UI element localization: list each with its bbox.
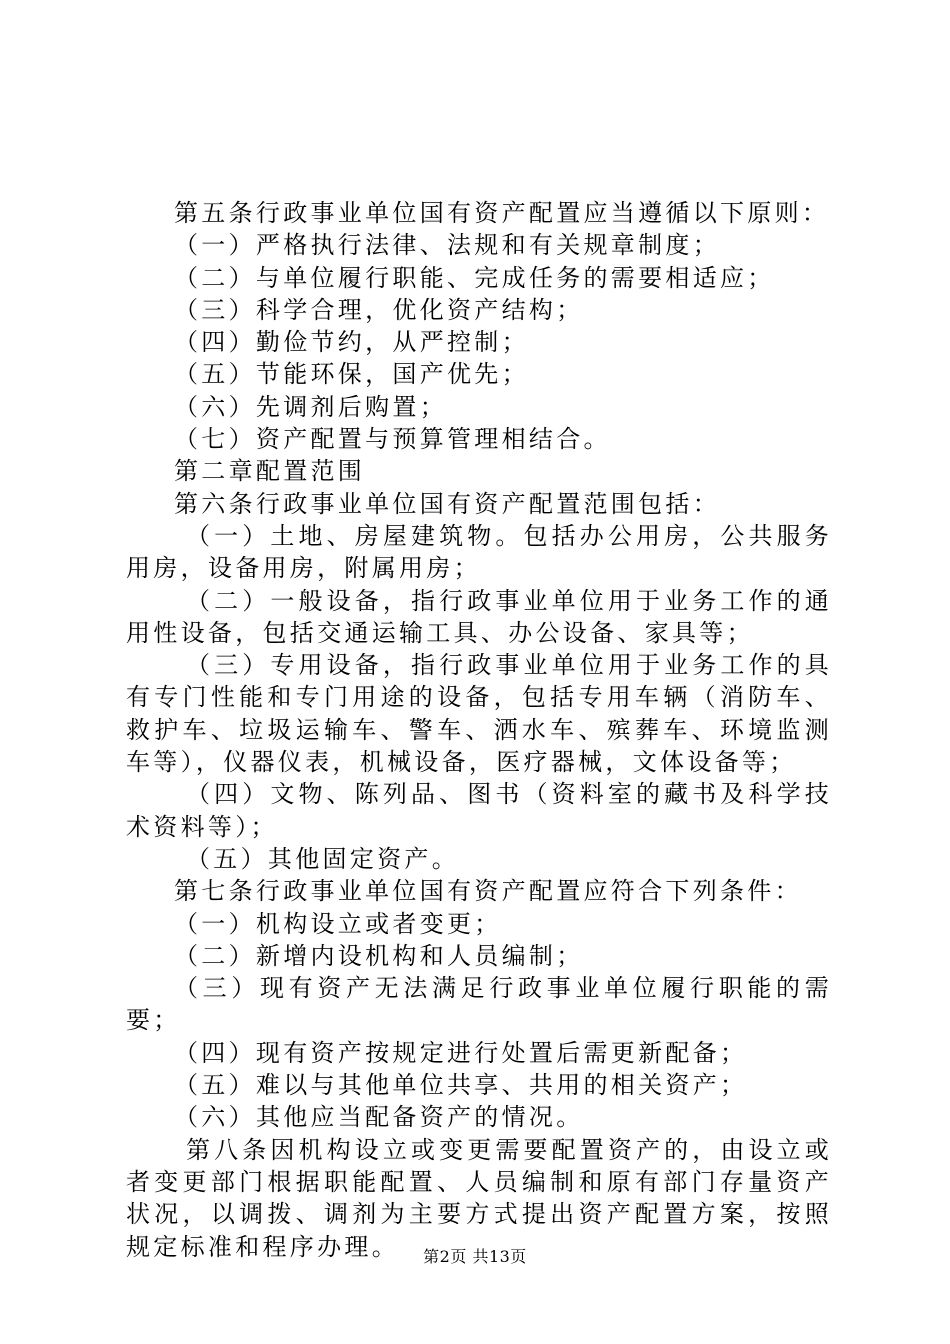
paragraph-article-8: 第八条因机构设立或变更需要配置资产的，由设立或者变更部门根据职能配置、人员编制和原有部门存量资产状况，以调拨、调剂为主要方式提出资产配置方案，按照规定标准和程序办理。 — [126, 1135, 832, 1261]
paragraph-condition-5: （五）难以与其他单位共享、共用的相关资产； — [174, 1071, 748, 1100]
paragraph-principle-6: （六）先调剂后购置； — [174, 392, 447, 421]
paragraph-scope-2: （二）一般设备，指行政事业单位用于业务工作的通用性设备，包括交通运输工具、办公设备、家具等； — [126, 586, 832, 647]
paragraph-scope-3: （三）专用设备，指行政事业单位用于业务工作的具有专门性能和专门用途的设备，包括专用车辆（消防车、救护车、垃圾运输车、警车、洒水车、殡葬车、环境监测车等），仪器仪表，机械设备，医疗器械，文体设备等； — [126, 651, 832, 777]
paragraph-condition-2: （二）新增内设机构和人员编制； — [174, 941, 584, 970]
paragraph-condition-6: （六）其他应当配备资产的情况。 — [174, 1103, 584, 1132]
paragraph-article-5: 第五条行政事业单位国有资产配置应当遵循以下原则： — [174, 199, 830, 227]
paragraph-condition-4: （四）现有资产按规定进行处置后需更新配备； — [174, 1038, 748, 1067]
page-number-footer: 第2页 共13页 — [423, 1247, 527, 1266]
chapter-heading: 第二章配置范围 — [174, 457, 366, 486]
paragraph-principle-2: （二）与单位履行职能、完成任务的需要相适应； — [174, 263, 775, 292]
paragraph-scope-4: （四）文物、陈列品、图书（资料室的藏书及科学技术资料等）； — [126, 780, 832, 841]
paragraph-principle-1: （一）严格执行法律、法规和有关规章制度； — [174, 231, 720, 260]
paragraph-principle-3: （三）科学合理，优化资产结构； — [174, 295, 584, 324]
paragraph-article-6: 第六条行政事业单位国有资产配置范围包括： — [174, 489, 720, 518]
paragraph-scope-5: （五）其他固定资产。 — [186, 844, 459, 873]
paragraph-scope-1: （一）土地、房屋建筑物。包括办公用房，公共服务用房，设备用房，附属用房； — [126, 521, 832, 583]
paragraph-principle-7: （七）资产配置与预算管理相结合。 — [174, 425, 611, 454]
paragraph-principle-4: （四）勤俭节约，从严控制； — [174, 328, 529, 357]
paragraph-principle-5: （五）节能环保，国产优先； — [174, 360, 529, 389]
paragraph-condition-1: （一）机构设立或者变更； — [174, 909, 502, 938]
document-body — [126, 197, 832, 1263]
paragraph-article-7: 第七条行政事业单位国有资产配置应符合下列条件： — [174, 877, 802, 906]
paragraph-condition-3: （三）现有资产无法满足行政事业单位履行职能的需要； — [126, 974, 832, 1035]
